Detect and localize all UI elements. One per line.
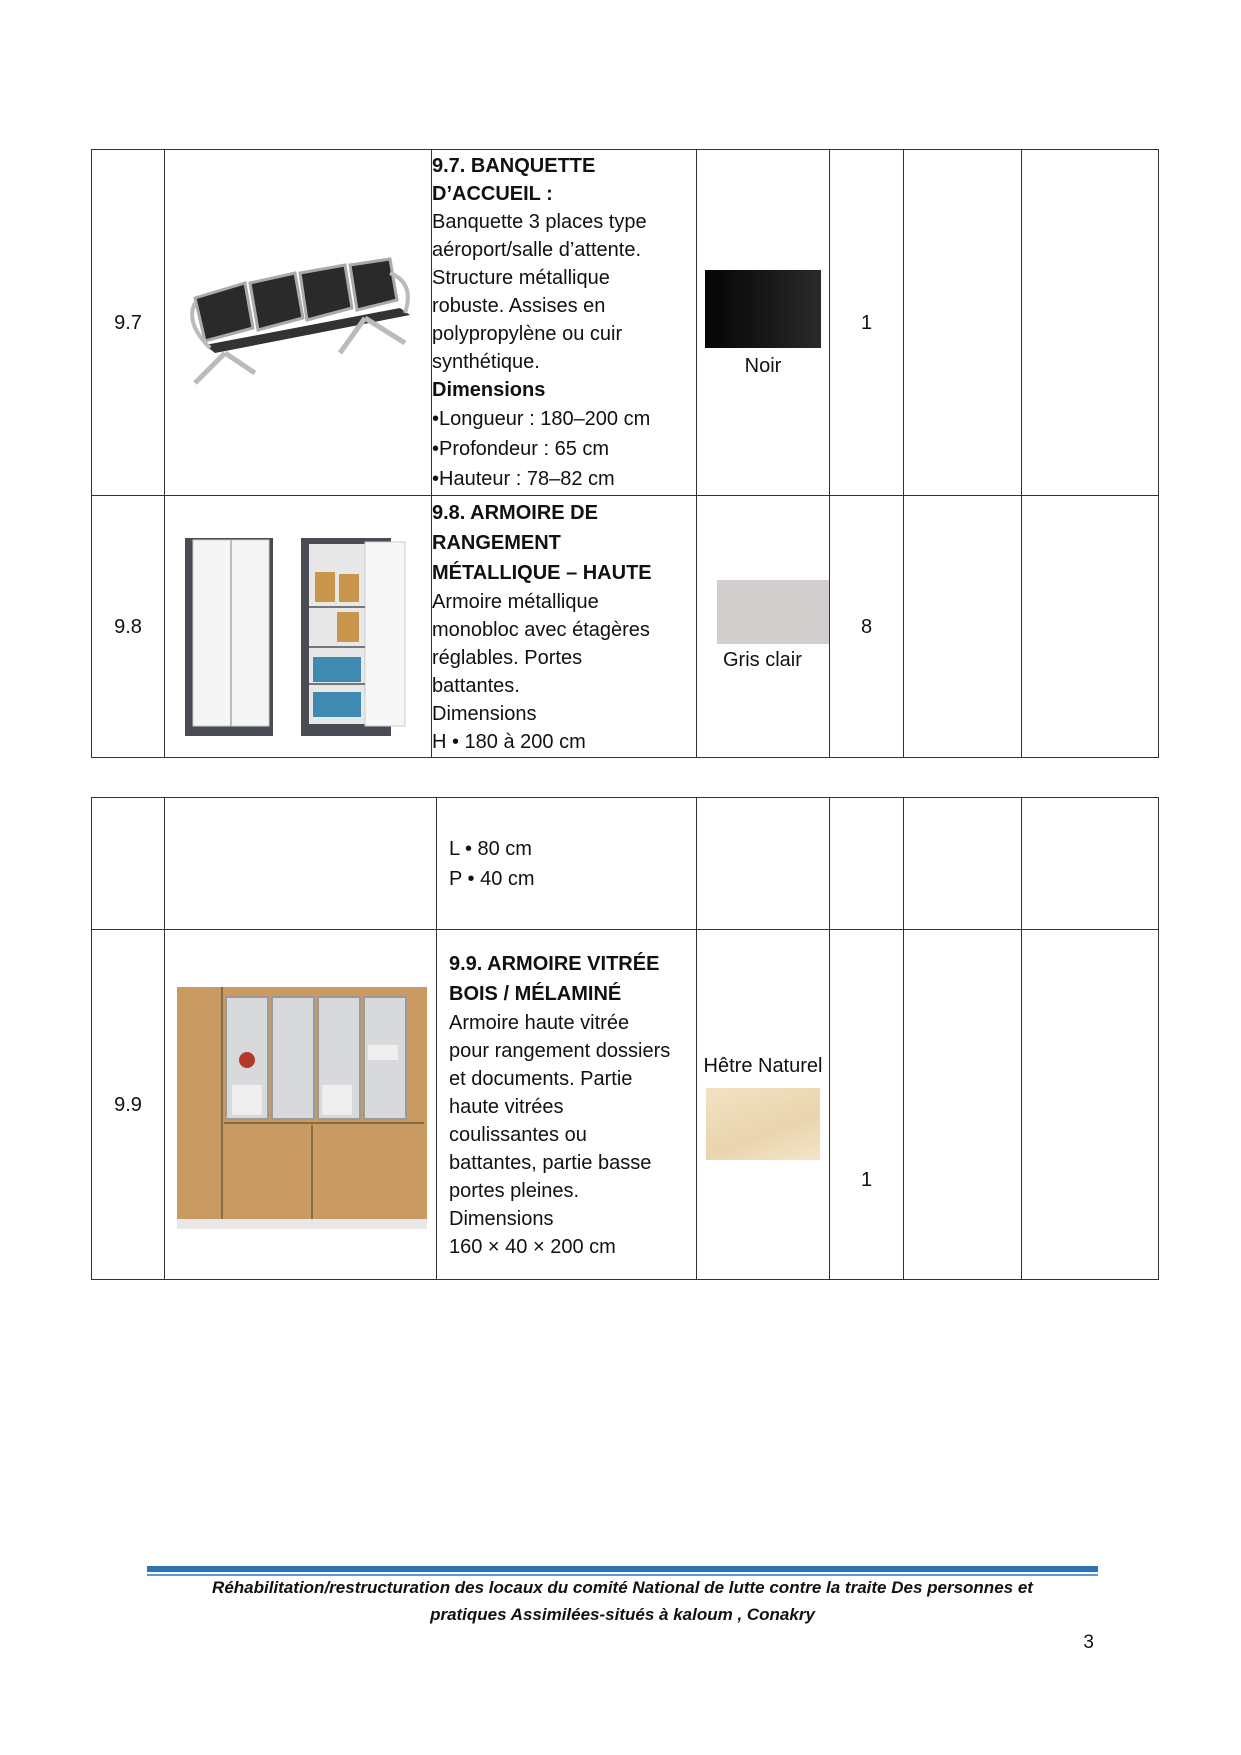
- item-title-line: RANGEMENT: [432, 531, 561, 554]
- empty-cell: [904, 150, 1022, 496]
- color-cell: [697, 930, 830, 1280]
- color-name: Hêtre Naturel: [703, 1054, 823, 1077]
- footer-line-1: Réhabilitation/restructuration des locaux du comité National de lutte contre la traite Des personnes et: [212, 1578, 1033, 1597]
- specs-table-1: [91, 149, 1159, 758]
- color-swatch-gris-clair: [717, 580, 829, 644]
- table-row-continuation: [92, 798, 1159, 930]
- quantity: 8: [830, 496, 904, 758]
- dim-line: •Hauteur : 78–82 cm: [432, 467, 615, 490]
- empty-cell: [904, 930, 1022, 1280]
- item-description: [437, 930, 697, 1280]
- desc-line: Dimensions: [432, 702, 537, 725]
- dim-line: P • 40 cm: [449, 867, 535, 890]
- desc-line: Structure métallique: [432, 266, 610, 289]
- desc-line: monobloc avec étagères: [432, 618, 650, 641]
- desc-line: Banquette 3 places type: [432, 210, 647, 233]
- desc-line: et documents. Partie: [449, 1067, 633, 1090]
- item-number: 9.7: [92, 150, 165, 496]
- desc-line: coulissantes ou: [449, 1123, 587, 1146]
- page-number: 3: [1083, 1632, 1094, 1653]
- desc-line: portes pleines.: [449, 1179, 580, 1202]
- color-swatch-noir: [705, 270, 821, 348]
- desc-line: 160 × 40 × 200 cm: [449, 1235, 616, 1258]
- color-name: Gris clair: [723, 648, 802, 671]
- banquette-image: [165, 150, 432, 496]
- empty-cell: [904, 798, 1022, 930]
- empty-cell: [1022, 150, 1159, 496]
- quantity: 1: [830, 930, 904, 1280]
- armoire-metallique-image: [165, 496, 432, 758]
- color-swatch-hetre-naturel: [706, 1088, 820, 1160]
- desc-line: polypropylène ou cuir: [432, 322, 623, 345]
- empty-cell: [830, 798, 904, 930]
- item-description: [432, 150, 697, 496]
- desc-line: H • 180 à 200 cm: [432, 730, 586, 753]
- table-row-9-8: [92, 496, 1159, 758]
- empty-cell: [1022, 798, 1159, 930]
- desc-line: réglables. Portes: [432, 646, 583, 669]
- desc-line: Armoire métallique: [432, 590, 599, 613]
- item-title-line: 9.8. ARMOIRE DE: [432, 501, 598, 524]
- desc-line: aéroport/salle d’attente.: [432, 238, 642, 261]
- item-title-line: 9.9. ARMOIRE VITRÉE: [449, 952, 660, 975]
- dim-line: L • 80 cm: [449, 837, 532, 860]
- desc-line: synthétique.: [432, 350, 540, 373]
- quantity: 1: [830, 150, 904, 496]
- desc-line: battantes, partie basse: [449, 1151, 652, 1174]
- desc-line: battantes.: [432, 674, 520, 697]
- empty-cell: [165, 798, 437, 930]
- color-cell: [697, 150, 830, 496]
- dimensions-title: Dimensions: [432, 378, 546, 401]
- desc-line: pour rangement dossiers: [449, 1039, 671, 1062]
- color-cell: [697, 496, 830, 758]
- empty-cell: [1022, 930, 1159, 1280]
- footer-line-2: pratiques Assimilées-situés à kaloum , Conakry: [430, 1605, 815, 1624]
- item-description: [432, 496, 697, 758]
- table-row-9-7: [92, 150, 1159, 496]
- table-row-9-9: [92, 930, 1159, 1280]
- footer-caption: [130, 1574, 1115, 1628]
- footer-rule-thick: [147, 1566, 1098, 1572]
- item-number: 9.9: [92, 930, 165, 1280]
- specs-table-2: [91, 797, 1159, 1280]
- item-title-line: 9.7. BANQUETTE: [432, 154, 596, 177]
- dim-line: •Longueur : 180–200 cm: [432, 407, 651, 430]
- armoire-vitree-image: [165, 930, 437, 1280]
- color-name: Noir: [744, 354, 782, 377]
- desc-line: Dimensions: [449, 1207, 554, 1230]
- empty-cell: [1022, 496, 1159, 758]
- item-title-line: BOIS / MÉLAMINÉ: [449, 982, 622, 1005]
- item-title-line: D’ACCUEIL :: [432, 182, 553, 205]
- desc-line: haute vitrées: [449, 1095, 564, 1118]
- dim-line: •Profondeur : 65 cm: [432, 437, 610, 460]
- desc-line: Armoire haute vitrée: [449, 1011, 630, 1034]
- item-description: [437, 798, 697, 930]
- desc-line: robuste. Assises en: [432, 294, 606, 317]
- empty-cell: [697, 798, 830, 930]
- item-number: 9.8: [92, 496, 165, 758]
- item-number: [92, 798, 165, 930]
- empty-cell: [904, 496, 1022, 758]
- item-title-line: MÉTALLIQUE – HAUTE: [432, 561, 652, 584]
